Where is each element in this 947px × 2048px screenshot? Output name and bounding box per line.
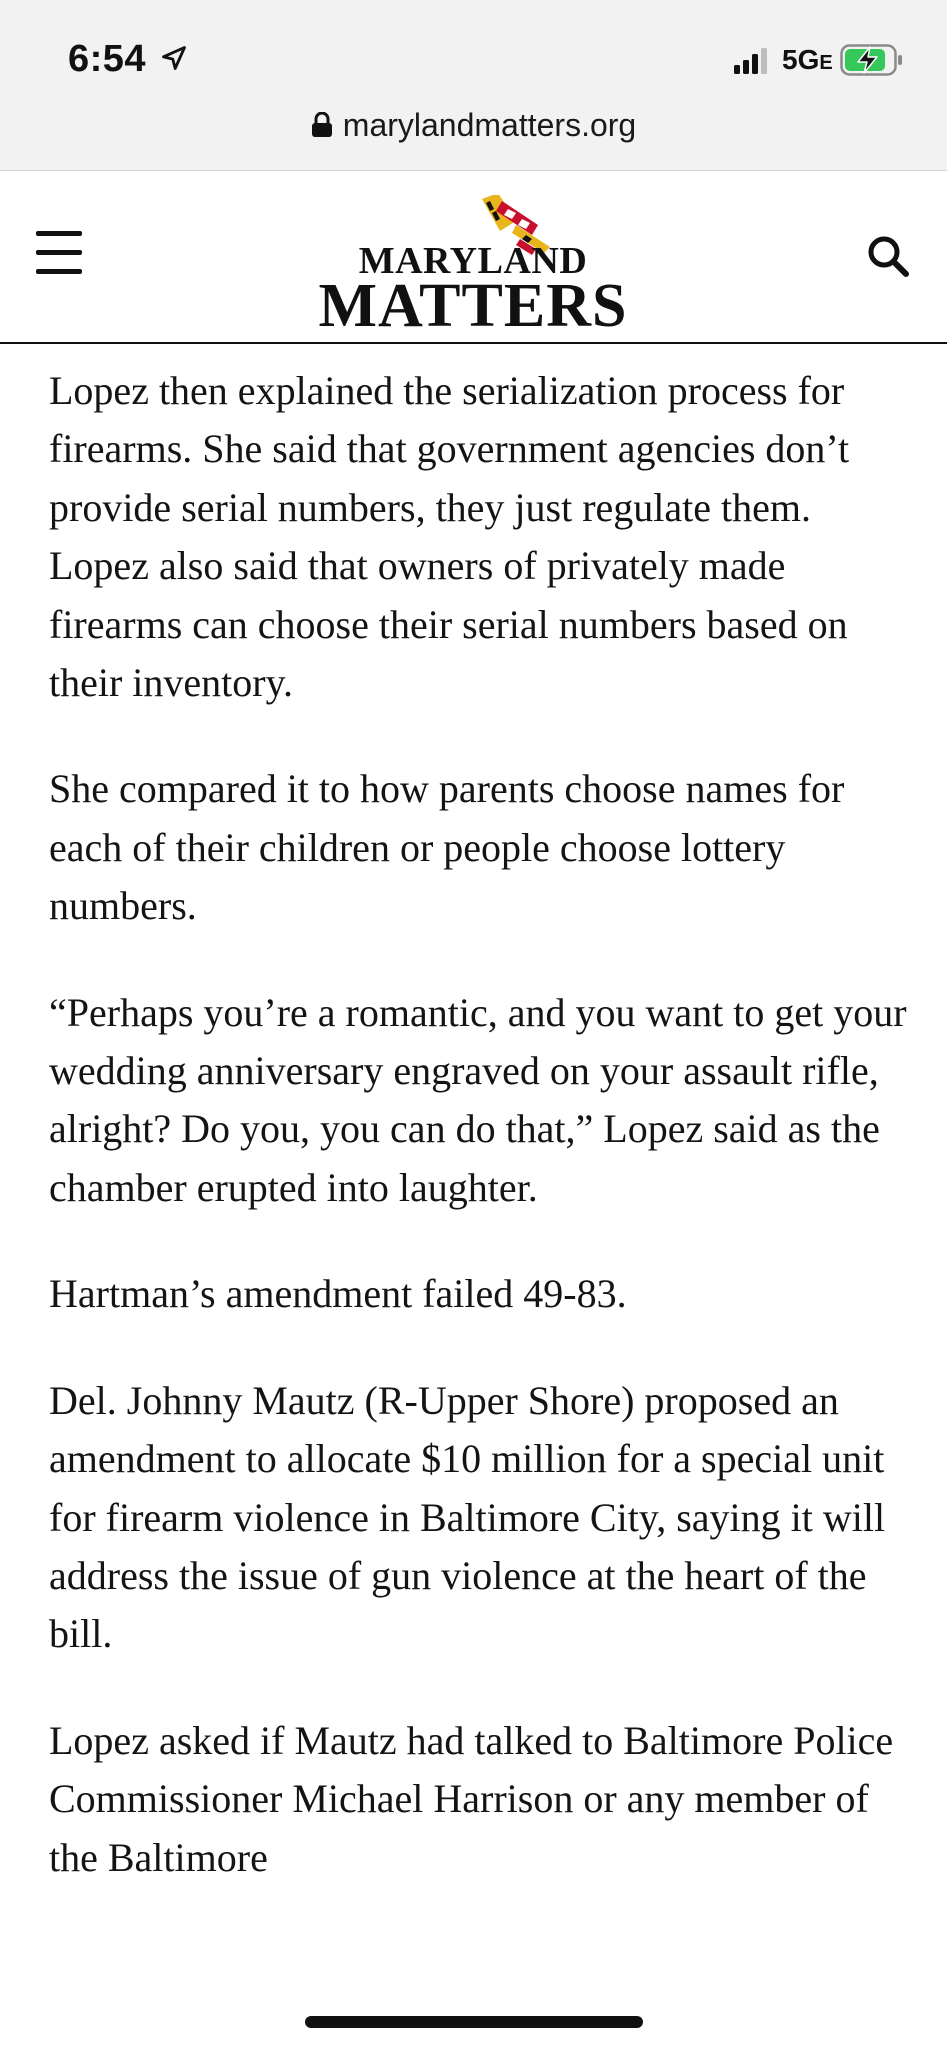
article-paragraph: Lopez asked if Mautz had talked to Baltimore Police Commissioner Michael Harrison or any member of the Baltimore bbox=[49, 1717, 894, 1880]
article-paragraph: Del. Johnny Mautz (R-Upper Shore) proposed an amendment to allocate $10 million for a special unit for firearm violence in Baltimore City, saying it will address the issue of gun violence at the heart of the bill. bbox=[49, 1377, 886, 1657]
url-bar[interactable] bbox=[0, 100, 947, 150]
article-paragraph: “Perhaps you’re a romantic, and you want to get your wedding anniversary engraved on your assault rifle, alright? Do you, you can do that,” Lopez said as the chamber erupted into laughter. bbox=[49, 989, 907, 1210]
article-paragraph: Lopez then explained the serialization process for firearms. She said that government agencies don’t provide serial numbers, they just regulate them. Lopez also said that owners of privately made firearms can choose their serial numbers based on their inventory. bbox=[49, 368, 850, 706]
home-indicator[interactable] bbox=[305, 2016, 643, 2028]
battery-charging-icon bbox=[840, 44, 904, 76]
location-arrow-icon bbox=[160, 44, 188, 72]
cellular-signal-icon bbox=[734, 48, 770, 74]
menu-line bbox=[36, 269, 82, 274]
article-paragraph: Hartman’s amendment failed 49-83. bbox=[49, 1271, 627, 1317]
network-type bbox=[782, 44, 833, 76]
site-logo[interactable] bbox=[318, 189, 628, 340]
status-time: 6:54 bbox=[68, 38, 147, 80]
logo-line-1: MARYLAND bbox=[358, 240, 588, 282]
lock-icon bbox=[311, 112, 333, 138]
search-icon[interactable] bbox=[865, 233, 911, 279]
browser-chrome bbox=[0, 0, 947, 171]
hamburger-menu-icon[interactable] bbox=[36, 231, 82, 279]
url-text: marylandmatters.org bbox=[342, 106, 637, 143]
network-label: 5G bbox=[782, 44, 820, 75]
article-paragraph: She compared it to how parents choose names for each of their children or people choose lottery numbers. bbox=[49, 766, 845, 929]
logo-line-2: MATTERS bbox=[318, 272, 628, 340]
network-suffix: E bbox=[819, 52, 833, 74]
article-body bbox=[49, 362, 909, 1935]
site-header bbox=[0, 171, 947, 344]
menu-line bbox=[36, 231, 82, 236]
menu-line bbox=[36, 250, 82, 255]
